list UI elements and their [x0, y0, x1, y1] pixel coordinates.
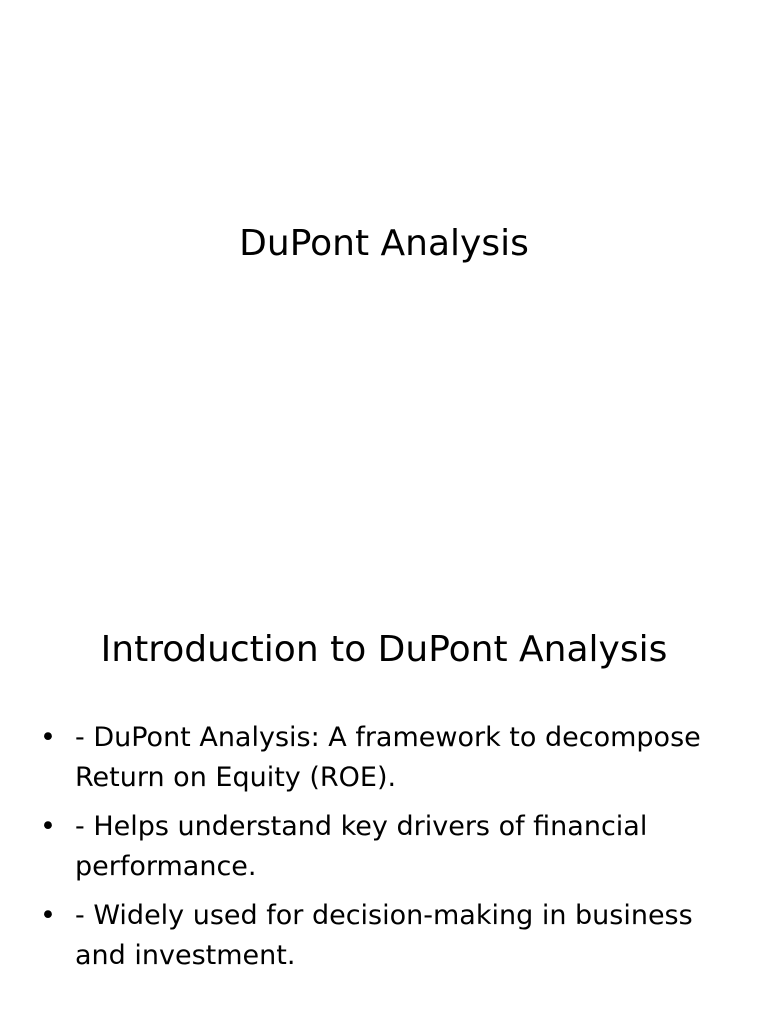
bullet-item — [40, 896, 730, 976]
bullet-item — [40, 718, 730, 798]
bullet-icon: • — [40, 811, 56, 842]
bullet-text: - Widely used for decision-making in business and investment. — [75, 900, 693, 971]
bullet-text: - Helps understand key drivers of financial performance. — [75, 811, 648, 882]
bullet-text: - DuPont Analysis: A framework to decompose Return on Equity (ROE). — [75, 722, 701, 793]
bullet-icon: • — [40, 722, 56, 753]
bullet-list — [40, 718, 730, 985]
bullet-item — [40, 807, 730, 887]
slide-introduction — [0, 576, 768, 1024]
slide-title-heading: DuPont Analysis — [239, 223, 529, 264]
slide-heading: Introduction to DuPont Analysis — [100, 629, 668, 670]
bullet-icon: • — [40, 900, 56, 931]
